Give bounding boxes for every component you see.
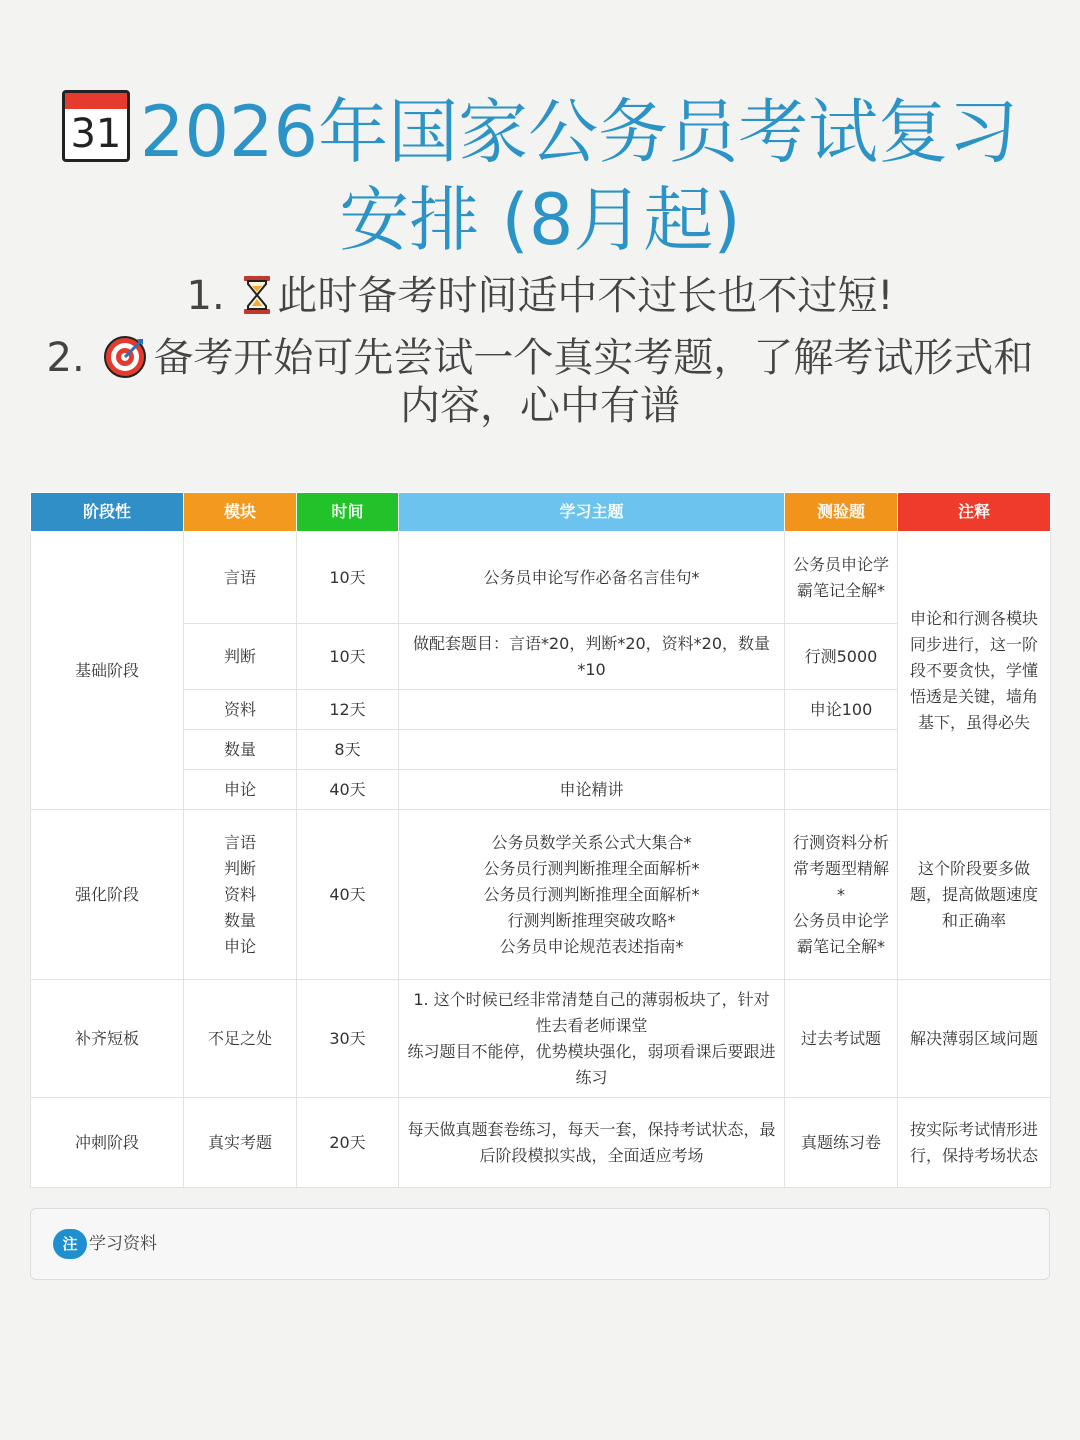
tip-1-number: 1. bbox=[186, 273, 225, 319]
module-cell: 数量 bbox=[184, 730, 297, 770]
topic-cell: 1. 这个时候已经非常清楚自己的薄弱板块了，针对性去看老师课堂 练习题目不能停，优势模块强化，弱项看课后要跟进练习 bbox=[399, 980, 785, 1098]
study-materials-label: 学习资料 bbox=[89, 1234, 157, 1254]
header-note: 注释 bbox=[898, 493, 1051, 532]
quiz-cell bbox=[785, 770, 898, 810]
quiz-cell: 行测5000 bbox=[785, 624, 898, 690]
topic-cell bbox=[399, 730, 785, 770]
quiz-cell: 申论100 bbox=[785, 690, 898, 730]
tip-1-text: 此时备考时间适中不过长也不过短! bbox=[277, 273, 894, 319]
quiz-cell bbox=[785, 730, 898, 770]
tip-2-number: 2. bbox=[46, 335, 85, 381]
module-cell: 判断 bbox=[184, 624, 297, 690]
table-row bbox=[31, 1098, 1051, 1188]
header-topic: 学习主题 bbox=[399, 493, 785, 532]
module-cell: 真实考题 bbox=[184, 1098, 297, 1188]
table-row bbox=[31, 532, 1051, 624]
header-module: 模块 bbox=[184, 493, 297, 532]
title-text: 2026年国家公务员考试复习安排 (8月起) bbox=[139, 91, 1019, 261]
module-cell: 申论 bbox=[184, 770, 297, 810]
topic-cell: 每天做真题套卷练习，每天一套，保持考试状态，最后阶段模拟实战，全面适应考场 bbox=[399, 1098, 785, 1188]
module-cell: 言语 bbox=[184, 532, 297, 624]
topic-cell: 申论精讲 bbox=[399, 770, 785, 810]
header-stage: 阶段性 bbox=[31, 493, 184, 532]
table-row bbox=[31, 980, 1051, 1098]
time-cell: 12天 bbox=[297, 690, 399, 730]
topic-cell: 公务员数学关系公式大集合* 公务员行测判断推理全面解析* 公务员行测判断推理全面解析* 行测判断推理突破攻略* 公务员申论规范表述指南* bbox=[399, 810, 785, 980]
target-icon bbox=[103, 335, 147, 379]
stage-cell: 冲刺阶段 bbox=[31, 1098, 184, 1188]
quiz-cell: 真题练习卷 bbox=[785, 1098, 898, 1188]
header-quiz: 测验题 bbox=[785, 493, 898, 532]
page-title bbox=[40, 88, 1040, 264]
tip-2 bbox=[30, 334, 1050, 430]
time-cell: 8天 bbox=[297, 730, 399, 770]
note-cell: 按实际考试情形进行，保持考场状态 bbox=[898, 1098, 1051, 1188]
stage-cell: 补齐短板 bbox=[31, 980, 184, 1098]
header-time: 时间 bbox=[297, 493, 399, 532]
module-cell: 不足之处 bbox=[184, 980, 297, 1098]
study-materials-panel[interactable] bbox=[30, 1208, 1050, 1280]
time-cell: 10天 bbox=[297, 624, 399, 690]
topic-cell: 做配套题目：言语*20，判断*20，资料*20，数量*10 bbox=[399, 624, 785, 690]
topic-cell: 公务员申论写作必备名言佳句* bbox=[399, 532, 785, 624]
quiz-cell: 过去考试题 bbox=[785, 980, 898, 1098]
time-cell: 30天 bbox=[297, 980, 399, 1098]
module-cell: 资料 bbox=[184, 690, 297, 730]
time-cell: 10天 bbox=[297, 532, 399, 624]
time-cell: 20天 bbox=[297, 1098, 399, 1188]
table-row bbox=[31, 810, 1051, 980]
time-cell: 40天 bbox=[297, 810, 399, 980]
note-badge: 注 bbox=[53, 1229, 87, 1259]
note-cell: 这个阶段要多做题，提高做题速度和正确率 bbox=[898, 810, 1051, 980]
topic-cell bbox=[399, 690, 785, 730]
module-cell: 言语 判断 资料 数量 申论 bbox=[184, 810, 297, 980]
note-cell: 解决薄弱区域问题 bbox=[898, 980, 1051, 1098]
tip-1 bbox=[40, 272, 1040, 320]
time-cell: 40天 bbox=[297, 770, 399, 810]
quiz-cell: 行测资料分析常考题型精解* 公务员申论学霸笔记全解* bbox=[785, 810, 898, 980]
stage-cell: 基础阶段 bbox=[31, 532, 184, 810]
study-plan-table bbox=[30, 492, 1051, 1188]
tip-2-text: 备考开始可先尝试一个真实考题，了解考试形式和内容，心中有谱 bbox=[153, 335, 1034, 429]
note-cell: 申论和行测各模块同步进行，这一阶段不要贪快，学懂悟透是关键，墙角基下，虽得必失 bbox=[898, 532, 1051, 810]
table-header-row bbox=[31, 493, 1051, 532]
calendar-icon: 31 bbox=[62, 90, 130, 162]
quiz-cell: 公务员申论学霸笔记全解* bbox=[785, 532, 898, 624]
hourglass-icon bbox=[241, 275, 273, 315]
stage-cell: 强化阶段 bbox=[31, 810, 184, 980]
